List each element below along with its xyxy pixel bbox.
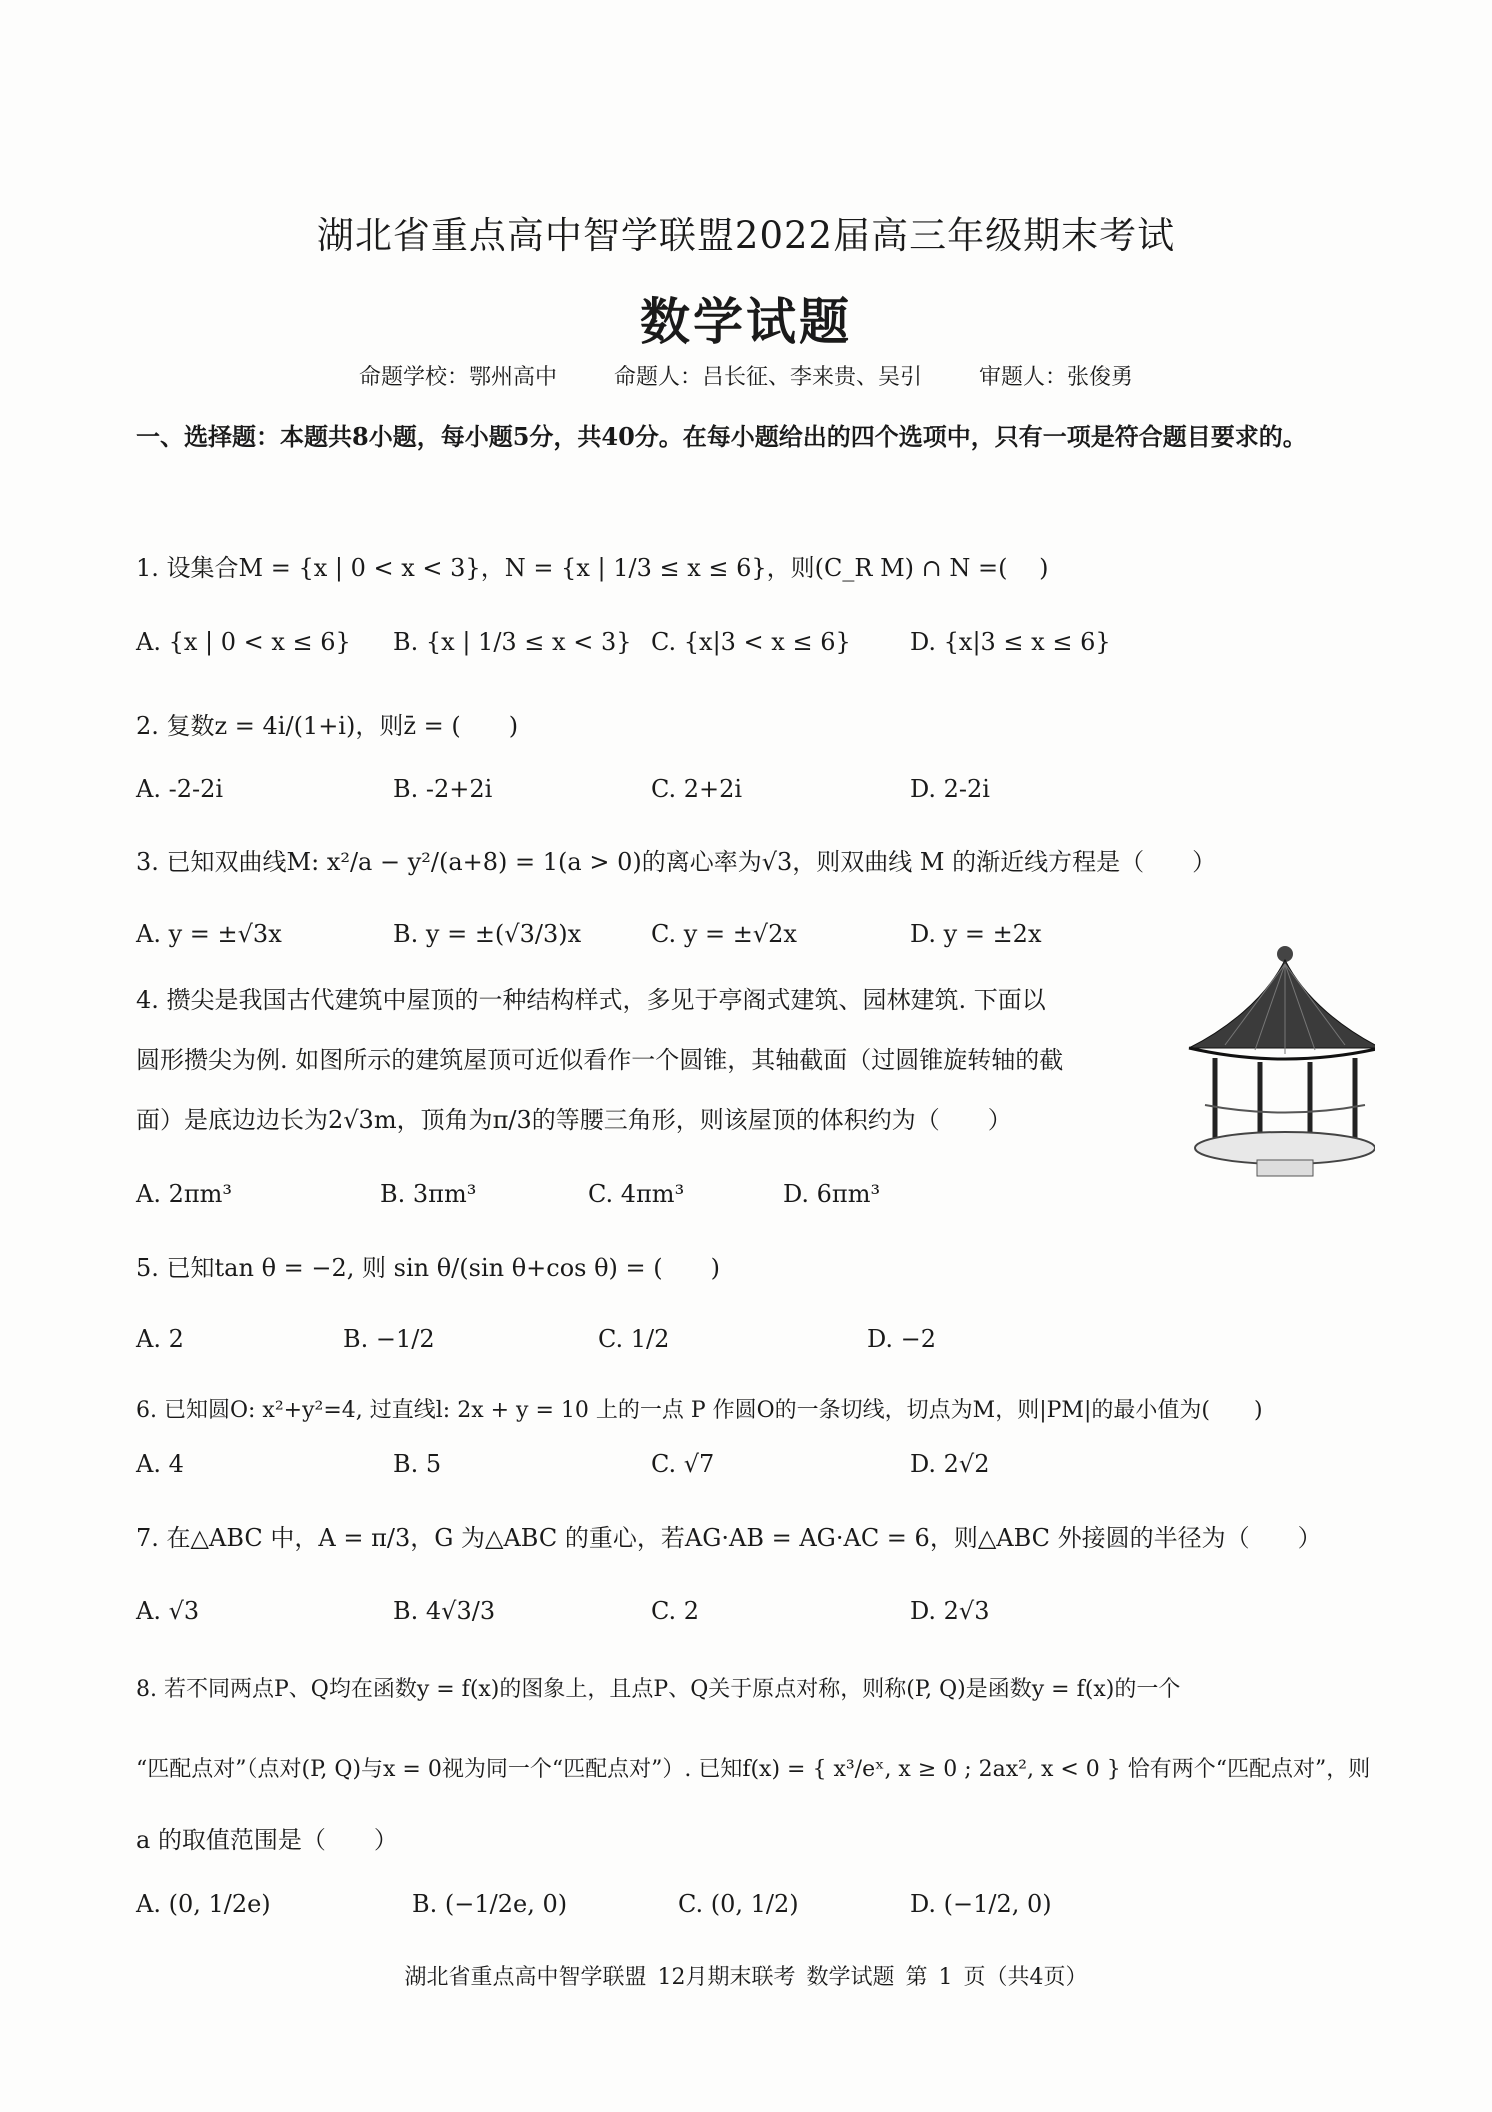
q4-option-c: C. 4πm³ xyxy=(588,1180,685,1208)
section-heading: 一、选择题：本题共8小题，每小题5分，共40分。在每小题给出的四个选项中，只有一项是符合题目要求的。 xyxy=(136,422,1307,451)
q7-option-d: D. 2√3 xyxy=(910,1597,990,1625)
q6-option-c: C. √7 xyxy=(651,1450,715,1478)
q1-option-d: D. {x|3 ≤ x ≤ 6} xyxy=(910,628,1111,656)
q6-option-d: D. 2√2 xyxy=(910,1450,990,1478)
q2-option-b: B. -2+2i xyxy=(393,775,493,803)
question-8-stem-line-1: 8. 若不同两点P、Q均在函数y = f(x)的图象上，且点P、Q关于原点对称，则称(P, Q)是函数y = f(x)的一个 xyxy=(136,1677,1181,1702)
q7-option-b: B. 4√3/3 xyxy=(393,1597,496,1625)
q5-option-c: C. 1/2 xyxy=(598,1325,670,1353)
question-6-stem: 6. 已知圆O: x²+y²=4, 过直线l: 2x + y = 10 上的一点 P 作圆O的一条切线，切点为M，则|PM|的最小值为( ) xyxy=(136,1398,1263,1423)
q6-option-b: B. 5 xyxy=(393,1450,442,1478)
authors-label: 命题人：吕长征、李来贵、吴引 xyxy=(613,365,922,390)
q3-option-a: A. y = ±√3x xyxy=(136,920,282,948)
q4-option-d: D. 6πm³ xyxy=(783,1180,881,1208)
school-label: 命题学校：鄂州高中 xyxy=(358,365,557,390)
question-4-stem-line-1: 4. 攒尖是我国古代建筑中屋顶的一种结构样式，多见于亭阁式建筑、园林建筑. 下面以 xyxy=(136,986,1046,1014)
q1-option-b: B. {x | 1/3 ≤ x < 3} xyxy=(393,628,632,656)
q8-option-a: A. (0, 1/2e) xyxy=(136,1890,271,1918)
q5-option-d: D. −2 xyxy=(867,1325,937,1353)
page-footer: 湖北省重点高中智学联盟 12月期末联考 数学试题 第 1 页（共4页） xyxy=(404,1965,1088,1990)
q5-option-b: B. −1/2 xyxy=(343,1325,435,1353)
exam-title: 湖北省重点高中智学联盟2022届高三年级期末考试 xyxy=(316,214,1176,257)
q4-option-a: A. 2πm³ xyxy=(136,1180,233,1208)
subject-title: 数学试题 xyxy=(640,292,852,351)
q7-option-a: A. √3 xyxy=(136,1597,200,1625)
q3-option-c: C. y = ±√2x xyxy=(651,920,797,948)
question-7-stem: 7. 在△ABC 中，A = π/3，G 为△ABC 的重心，若AG·AB = AG·AC = 6，则△ABC 外接圆的半径为（ ） xyxy=(136,1524,1322,1552)
q5-option-a: A. 2 xyxy=(136,1325,184,1353)
question-8-stem-line-3: a 的取值范围是（ ） xyxy=(136,1826,398,1854)
q2-option-c: C. 2+2i xyxy=(651,775,743,803)
q1-option-a: A. {x | 0 < x ≤ 6} xyxy=(136,628,351,656)
q3-option-b: B. y = ±(√3/3)x xyxy=(393,920,582,948)
reviewer-label: 审题人：张俊勇 xyxy=(979,365,1134,390)
q2-option-d: D. 2-2i xyxy=(910,775,990,803)
question-8-stem-line-2: “匹配点对”（点对(P, Q)与x = 0视为同一个“匹配点对”）. 已知f(x) = { x³/eˣ, x ≥ 0 ; 2ax², x < 0 } 恰有两个“匹配点对”，则 xyxy=(136,1757,1371,1782)
pavilion-steps xyxy=(1257,1160,1313,1176)
q8-option-d: D. (−1/2, 0) xyxy=(910,1890,1052,1918)
q1-option-c: C. {x|3 < x ≤ 6} xyxy=(651,628,851,656)
pavilion-base xyxy=(1195,1132,1375,1164)
q6-option-a: A. 4 xyxy=(136,1450,184,1478)
q8-option-c: C. (0, 1/2) xyxy=(678,1890,799,1918)
question-1-stem: 1. 设集合M = {x | 0 < x < 3}，N = {x | 1/3 ≤ x ≤ 6}，则(C_R M) ∩ N =( ) xyxy=(136,554,1049,582)
question-4-stem-line-2: 圆形攒尖为例. 如图所示的建筑屋顶可近似看作一个圆锥，其轴截面（过圆锥旋转轴的截 xyxy=(136,1046,1064,1074)
q7-option-c: C. 2 xyxy=(651,1597,700,1625)
question-3-stem: 3. 已知双曲线M: x²/a − y²/(a+8) = 1(a > 0)的离心率为√3，则双曲线 M 的渐近线方程是（ ） xyxy=(136,848,1217,876)
exam-meta xyxy=(0,360,1492,391)
question-2-stem: 2. 复数z = 4i/(1+i)，则z̄ = ( ) xyxy=(136,712,519,740)
pavilion-figure xyxy=(1185,940,1375,1180)
q3-option-d: D. y = ±2x xyxy=(910,920,1042,948)
question-5-stem: 5. 已知tan θ = −2, 则 sin θ/(sin θ+cos θ) = ( ) xyxy=(136,1254,721,1282)
question-4-stem-line-3: 面）是底边边长为2√3m，顶角为π/3的等腰三角形，则该屋顶的体积约为（ ） xyxy=(136,1106,1012,1134)
q4-option-b: B. 3πm³ xyxy=(380,1180,477,1208)
q8-option-b: B. (−1/2e, 0) xyxy=(412,1890,568,1918)
q2-option-a: A. -2-2i xyxy=(136,775,224,803)
